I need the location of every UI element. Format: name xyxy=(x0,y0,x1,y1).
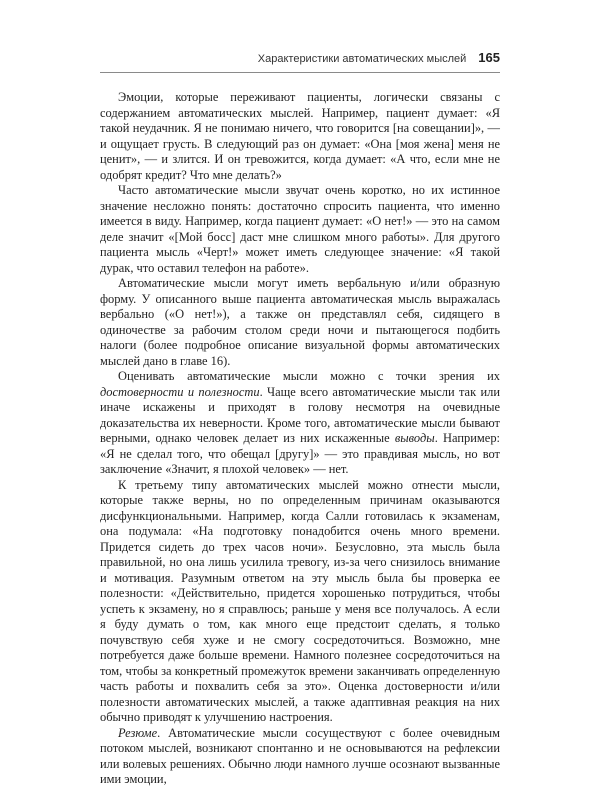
paragraph-4: Оценивать автоматические мысли можно с точки зрения их достоверности и полезности. Чаще всего автоматические мысли так или иначе искажены и приходят в голову несмотря на очевидные доказательства их неверности. Кроме того, автоматические мысли бывают верными, однако человек делает из них искаженные выводы. Например: «Я не сделал того, что обещал [другу]» — это правдивая мысль, но вот заключение «Значит, я плохой человек» — нет. xyxy=(100,369,500,476)
paragraph-2: Часто автоматические мысли звучат очень коротко, но их истинное значение несложно понять: достаточно спросить пациента, что именно имеется в виду. Например, когда пациент думает: «О нет!» — это на самом деле значит «[Мой босс] даст мне слишком много работы». Для другого пациента мысль «Черт!» может иметь следующее значение: «Я такой дурак, что оставил телефон на работе». xyxy=(100,183,500,275)
page-number: 165 xyxy=(478,50,500,65)
paragraph-1: Эмоции, которые переживают пациенты, логически связаны с содержанием автоматических мыслей. Например, пациент думает: «Я такой неудачник. Я не понимаю ничего, что говорится [на совещании]», — и ощущает грусть. В следующий раз он думает: «Она [моя жена] меня не ценит», — и злится. И он тревожится, когда думает: «А что, если мне не одобрят кредит? Что мне делать?» xyxy=(100,90,500,182)
emphasis-summary: Резюме xyxy=(118,725,158,740)
emphasis-reliability: достоверности и полезности xyxy=(100,384,260,399)
paragraph-5: К третьему типу автоматических мыслей можно отнести мысли, которые также верны, но по определенным причинам оказываются дисфункциональными. Например, когда Салли готовилась к экзаменам, она подумала: «На подготовку понадобится очень много времени. Придется сидеть до трех часов ночи». Безусловно, эта мысль была правильной, но она лишь усилила тревогу, из-за чего снизилось внимание и мотивация. Разумным ответом на эту мысль была бы проверка ее полезности: «Действительно, придется хорошенько потрудиться, чтобы успеть к экзамену, но я справлюсь; раньше у меня все получалось. А если я буду думать о том, как много еще предстоит сделать, я только почувствую себя хуже и не смогу сосредоточиться. Возможно, мне потребуется даже больше времени. Намного полезнее сосредоточиться на том, чтобы за конкретный промежуток времени заканчивать определенную часть работы и похвалить себя за это». Оценка достоверности и/или полезности автоматических мыслей, а также адаптивная реакция на них обычно приводят к улучшению настроения. xyxy=(100,477,500,724)
paragraph-6: Резюме. Автоматические мысли сосуществуют с более очевидным потоком мыслей, возникают спонтанно и не основываются на рефлексии или волевых решениях. Обычно люди намного лучше осознают вызванные ими эмоции, xyxy=(100,725,500,786)
running-head-title: Характеристики автоматических мыслей xyxy=(257,53,467,65)
body-text xyxy=(100,90,500,788)
emphasis-conclusions: выводы xyxy=(394,431,435,445)
running-head xyxy=(100,50,500,73)
paragraph-3: Автоматические мысли могут иметь вербальную и/или образную форму. У описанного выше пациента автоматическая мысль выражалась вербально («О нет!»), а также он представлял себя, сидящего в одиночестве за рабочим столом среди ночи и пытающегося подбить налоги (более подробное описание визуальной формы автоматических мыслей дано в главе 16). xyxy=(100,276,500,368)
